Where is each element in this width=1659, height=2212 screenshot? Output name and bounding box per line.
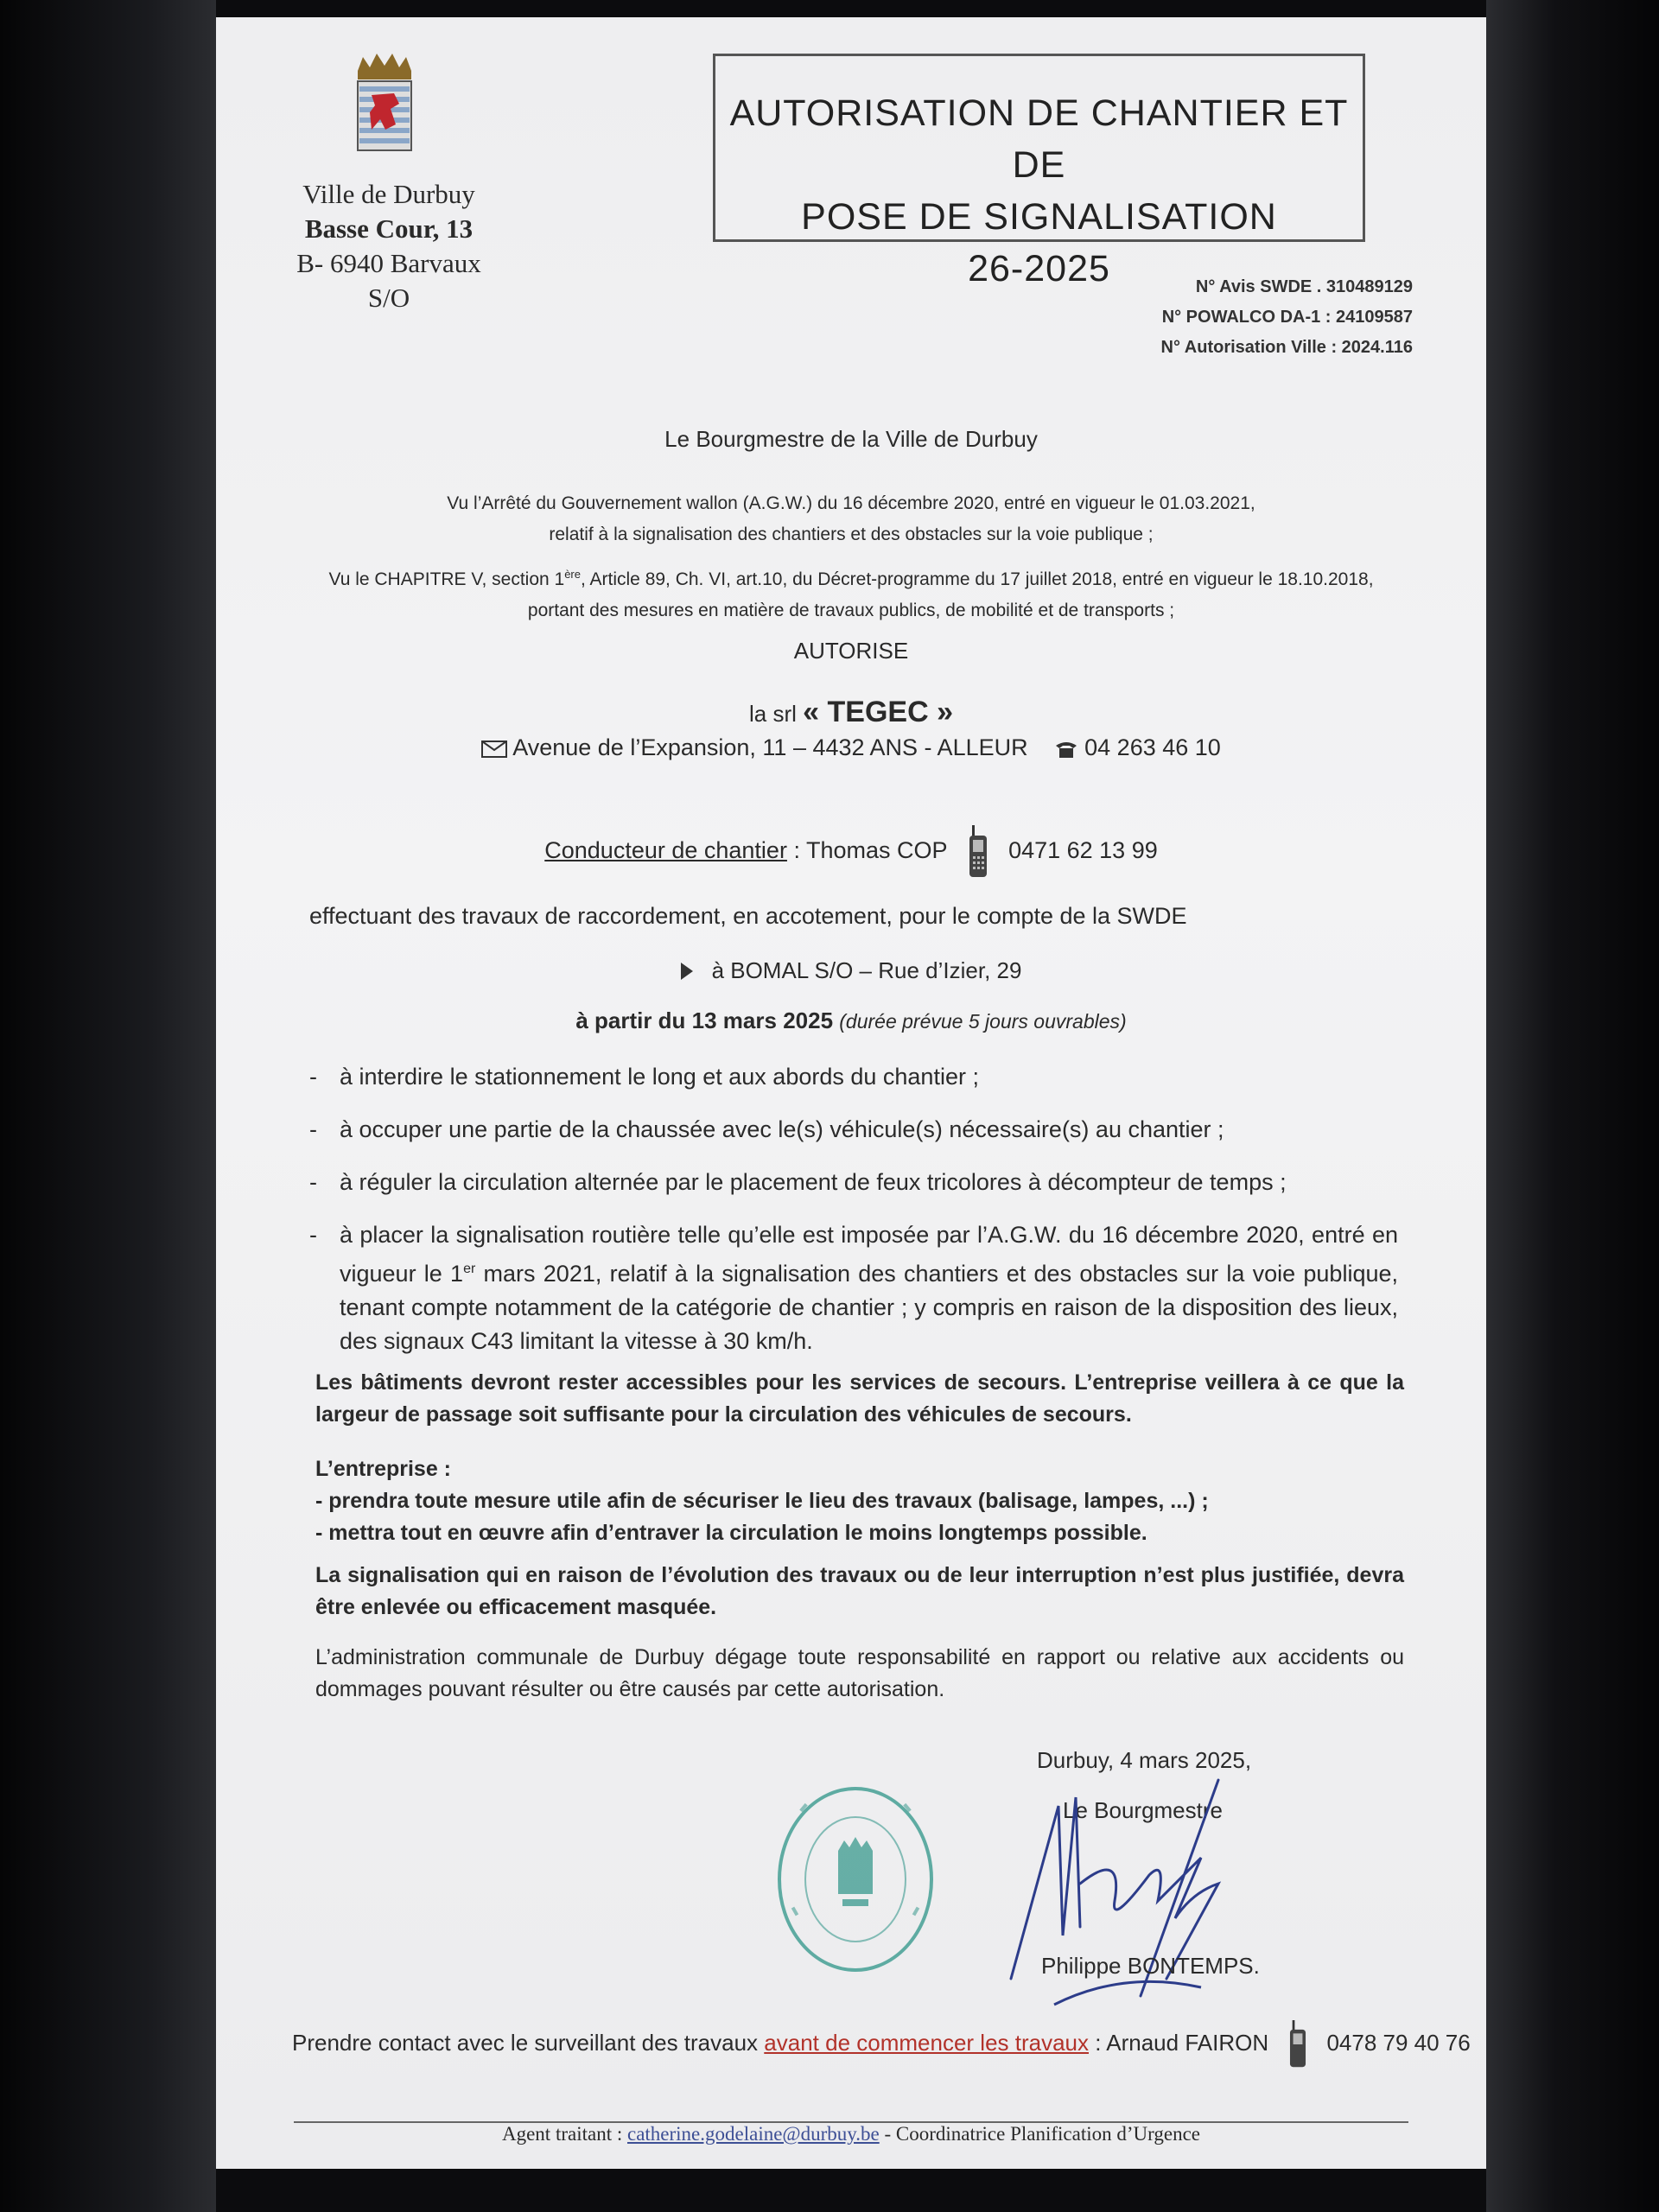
work-location	[216, 957, 1486, 984]
list-item-4-part-b: mars 2021, relatif à la signalisation des chantiers et des obstacles sur la voie publique, tenant compte notamment de la catégorie de chantier ; y compris en raison de la disposition des lieux, des signaux C43 limitant la vitesse à 30 km/h.	[340, 1261, 1398, 1354]
list-item-4-sup: er	[463, 1262, 476, 1276]
signatory-name: Philippe BONTEMPS.	[1041, 1953, 1260, 1979]
list-item-text: à interdire le stationnement le long et aux abords du chantier ;	[340, 1064, 979, 1090]
legal-basis-2-line-2: portant des mesures en matière de travaux publics, de mobilité et de transports ;	[527, 601, 1175, 620]
start-date: à partir du 13 mars 2025	[575, 1007, 834, 1033]
title-line-2: POSE DE SIGNALISATION	[801, 196, 1277, 238]
site-conductor-line	[216, 825, 1486, 879]
municipality-street: Basse Cour, 13	[304, 213, 474, 244]
telephone-icon	[1054, 739, 1078, 760]
list-item: - à occuper une partie de la chaussée avec le(s) véhicule(s) nécessaire(s) au chantier ;	[309, 1113, 1398, 1147]
contact-text: Prendre contact avec le surveillant des travaux	[292, 2029, 765, 2056]
company-duties-heading: L’entreprise :	[315, 1457, 451, 1481]
authorization-list	[309, 1060, 1398, 1377]
legal-basis-2-pre: Vu le CHAPITRE V, section 1	[328, 569, 565, 589]
contact-person: : Arnaud FAIRON	[1089, 2029, 1269, 2056]
legal-basis-1	[216, 488, 1486, 550]
title-line-3: 26-2025	[968, 248, 1110, 289]
signage-paragraph: La signalisation qui en raison de l’évolution des travaux ou de leur interruption n’est plus justifiée, devra être enlevée ou efficacement masquée.	[315, 1563, 1404, 1619]
conductor-phone: 0471 62 13 99	[1008, 837, 1158, 864]
signature-role: Le Bourgmestre	[1063, 1797, 1223, 1823]
ref-swde: N° Avis SWDE . 310489129	[1195, 277, 1413, 296]
agent-email-link[interactable]: catherine.godelaine@durbuy.be	[626, 2123, 880, 2145]
list-item-text	[340, 1218, 1398, 1358]
signature-place-date: Durbuy, 4 mars 2025,	[1037, 1747, 1252, 1773]
work-location-text: à BOMAL S/O – Rue d’Izier, 29	[711, 957, 1022, 983]
background-right-edge	[1486, 0, 1659, 2212]
legal-basis-1-line-1: Vu l’Arrêté du Gouvernement wallon (A.G.W.) du 16 décembre 2020, entré en vigueur le 01.03.2021,	[447, 493, 1255, 513]
liability-paragraph: L’administration communale de Durbuy dégage toute responsabilité en rapport ou relative aux accidents ou dommages pouvant résulter ou être causés par cette autorisation.	[315, 1645, 1404, 1701]
municipality-address	[276, 177, 501, 315]
company-line	[216, 696, 1486, 729]
footer-agent	[216, 2123, 1486, 2145]
list-item: - à interdire le stationnement le long et aux abords du chantier ;	[309, 1060, 1398, 1094]
coat-of-arms-icon	[346, 52, 423, 164]
list-item-text: à réguler la circulation alternée par le placement de feux tricolores à décompteur de temps ;	[340, 1169, 1287, 1195]
legal-basis-2-post: , Article 89, Ch. VI, art.10, du Décret-programme du 17 juillet 2018, entré en vigueur le 18.10.2018,	[581, 569, 1374, 589]
legal-basis-1-line-2: relatif à la signalisation des chantiers et des obstacles sur la voie publique ;	[549, 524, 1154, 544]
conductor-name: : Thomas COP	[793, 837, 948, 864]
access-paragraph: Les bâtiments devront rester accessibles pour les services de secours. L’entreprise veillera à ce que la largeur de passage soit suffisante pour la circulation des véhicules de secours.	[315, 1370, 1404, 1427]
company-prefix: la srl	[749, 701, 797, 727]
contact-line	[292, 2020, 1471, 2069]
contact-emphasis: avant de commencer les travaux	[764, 2029, 1090, 2056]
company-name: « TEGEC »	[803, 696, 953, 728]
contact-phone: 0478 79 40 76	[1326, 2029, 1471, 2056]
ref-autorisation: N° Autorisation Ville : 2024.116	[1160, 338, 1413, 357]
legal-basis-2-sup: ère	[564, 568, 581, 581]
list-item-text: à occuper une partie de la chaussée avec le(s) véhicule(s) nécessaire(s) au chantier ;	[340, 1116, 1224, 1142]
start-date-line	[216, 1007, 1486, 1034]
company-address: Avenue de l’Expansion, 11 – 4432 ANS - ALLEUR	[512, 734, 1028, 760]
list-item: - à réguler la circulation alternée par le placement de feux tricolores à décompteur de temps ;	[309, 1166, 1398, 1199]
conductor-label: Conducteur de chantier	[544, 837, 787, 864]
autorise-heading: AUTORISE	[793, 638, 909, 664]
ref-powalco: N° POWALCO DA-1 : 24109587	[1161, 308, 1413, 327]
municipality-city: B- 6940 Barvaux S/O	[296, 248, 481, 313]
list-item: - à placer la signalisation routière telle qu’elle est imposée par l’A.G.W. du 16 décembre 2020, entré en vigueur le 1er mars 2021, relatif à la signalisation des chantiers et des obstacles sur la voie publique, tenant compte notamment de la catégorie de chantier ; y compris en raison de la disposition des lieux, des signaux C43 limitant la vitesse à 30 km/h.	[309, 1218, 1398, 1358]
list-item-4-part-a: à placer la signalisation routière telle qu’elle est imposée par l’A.G.W. du 16 décembre 2020, entré en vigueur le 1	[340, 1222, 1398, 1287]
company-duty-item: - prendra toute mesure utile afin de sécuriser le lieu des travaux (balisage, lampes, ...) ;	[315, 1489, 1209, 1513]
document-title-box	[713, 54, 1365, 289]
legal-basis-2-line-1	[216, 559, 1486, 595]
duration-note: (durée prévue 5 jours ouvrables)	[839, 1010, 1127, 1033]
company-duty-item: - mettra tout en œuvre afin d’entraver la circulation le moins longtemps possible.	[315, 1521, 1147, 1545]
title-line-1: AUTORISATION DE CHANTIER ET DE	[729, 92, 1349, 186]
company-duties	[315, 1453, 1404, 1549]
mobile-phone-icon	[967, 825, 989, 879]
authority-heading: Le Bourgmestre de la Ville de Durbuy	[664, 426, 1038, 452]
company-phone: 04 263 46 10	[1084, 734, 1221, 760]
background-left-edge	[0, 0, 216, 2212]
municipal-stamp	[773, 1780, 938, 1979]
mail-icon	[481, 740, 507, 759]
mobile-phone-icon	[1287, 2020, 1308, 2069]
agent-label: Agent traitant :	[501, 2123, 623, 2145]
municipality-name: Ville de Durbuy	[302, 179, 475, 209]
reference-numbers	[894, 272, 1413, 363]
arrow-bullet-icon	[681, 963, 693, 980]
works-description: effectuant des travaux de raccordement, en accotement, pour le compte de la SWDE	[309, 903, 1187, 929]
legal-basis-2	[216, 559, 1486, 626]
document-page	[216, 17, 1486, 2169]
agent-role: - Coordinatrice Planification d’Urgence	[879, 2123, 1200, 2145]
company-address-line	[216, 734, 1486, 761]
